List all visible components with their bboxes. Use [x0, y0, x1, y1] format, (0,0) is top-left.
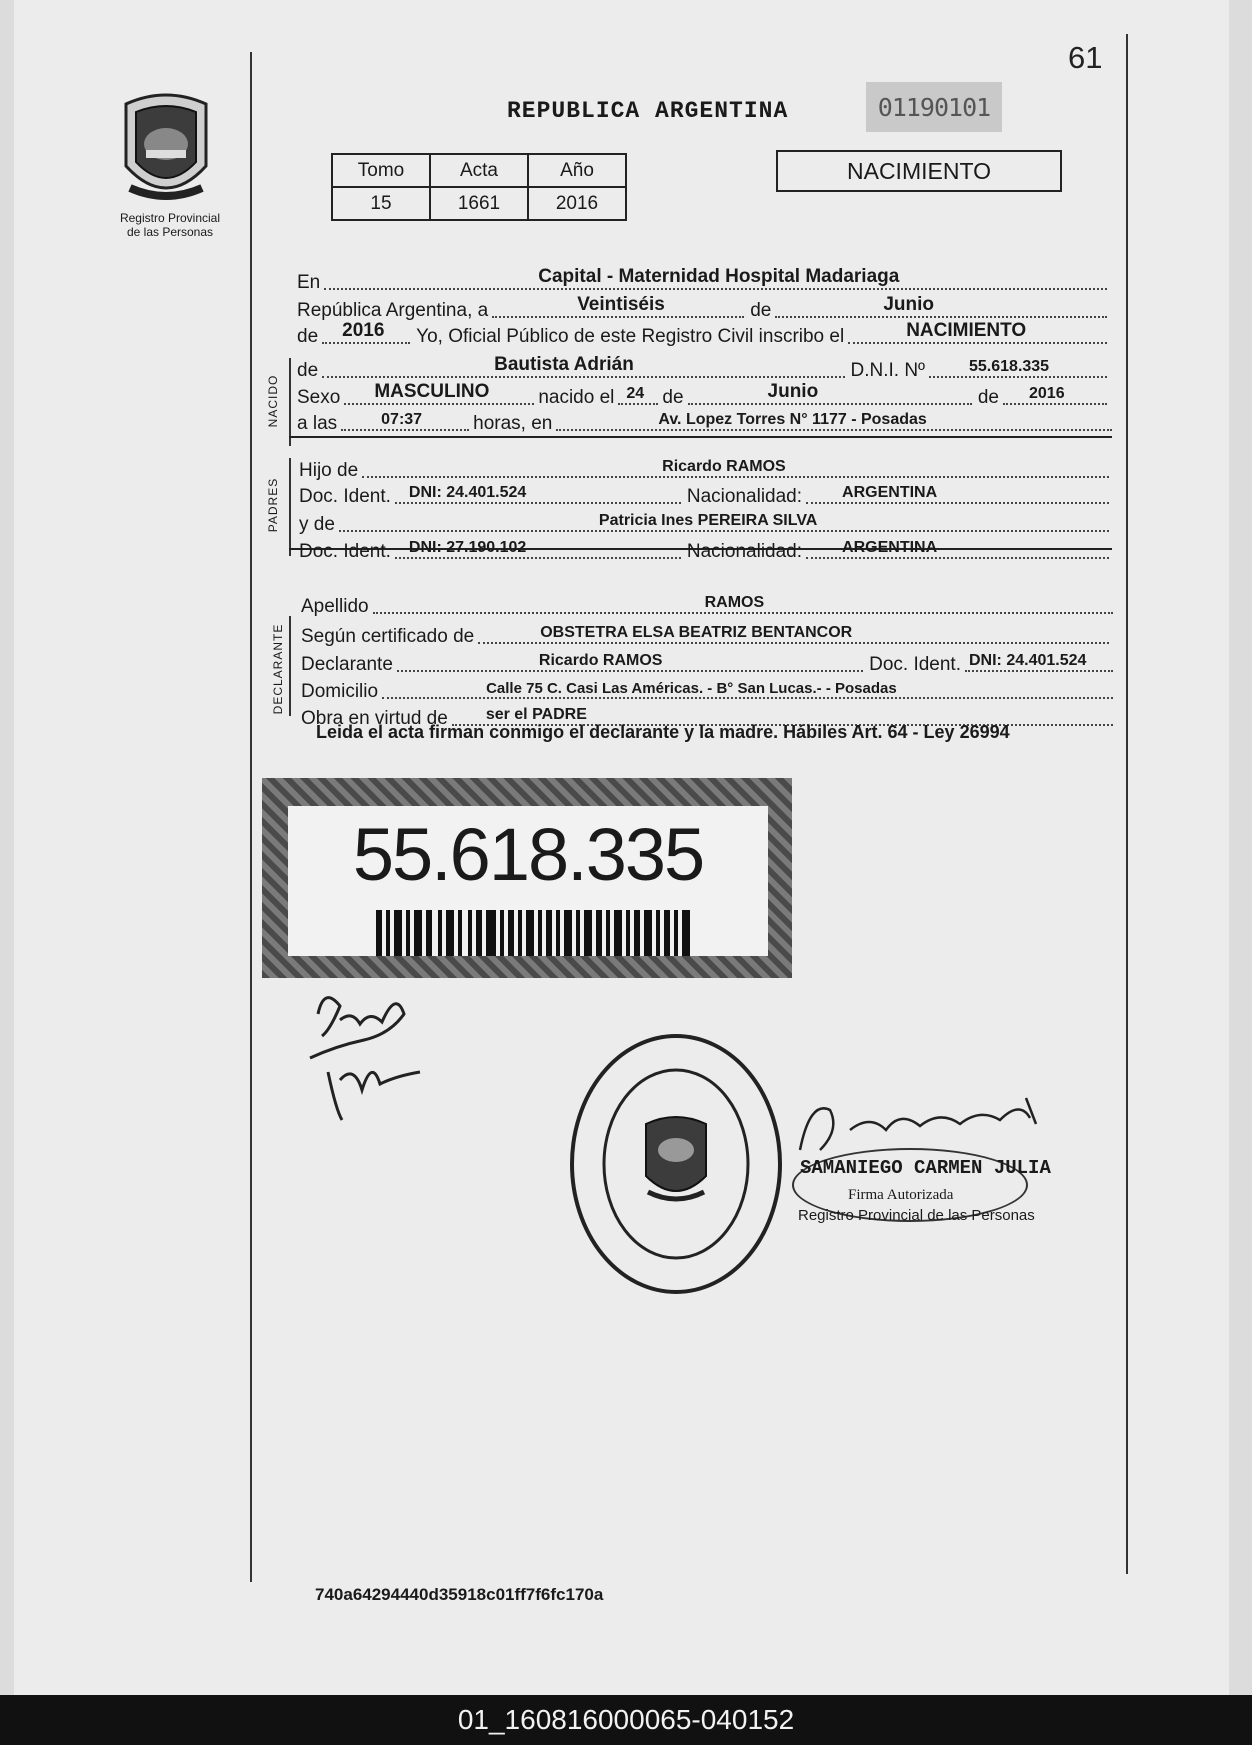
- label-y-de: y de: [299, 514, 335, 535]
- value-obra: ser el PADRE: [485, 706, 587, 723]
- line-anio-acto: [297, 322, 1107, 348]
- registry-caption-line-2: de las Personas: [126, 225, 214, 239]
- fill-dia: [492, 296, 744, 318]
- security-sticker: [262, 778, 792, 978]
- fill-nombre: [322, 356, 844, 378]
- line-en: [297, 268, 1107, 294]
- line-declarante: [301, 650, 1113, 676]
- value-anio: 2016: [342, 320, 385, 341]
- value-madre: Patricia Ines PEREIRA SILVA: [598, 512, 818, 529]
- fill-madre-doc: [395, 537, 681, 559]
- value-declarante-doc: DNI: 24.401.524: [969, 652, 1087, 669]
- fill-declarante-doc: [965, 650, 1113, 672]
- line-domicilio: [301, 677, 1113, 703]
- value-padre-nac: ARGENTINA: [842, 484, 938, 501]
- value-madre-doc: DNI: 27.190.102: [408, 539, 527, 556]
- value-hora: 07:37: [381, 411, 423, 428]
- fill-apellido: [373, 592, 1113, 614]
- reference-table-header: [332, 154, 626, 187]
- label-dni: D.N.I. Nº: [850, 360, 925, 381]
- misiones-crest-logo: [112, 92, 220, 210]
- fill-padre: [362, 456, 1109, 478]
- value-dni: 55.618.335: [969, 358, 1050, 375]
- line-y-de: [299, 510, 1109, 536]
- value-lugar-nac: Av. Lopez Torres N° 1177 - Posadas: [658, 411, 927, 428]
- line-madre-doc: [299, 537, 1109, 563]
- scan-footer-code: 01_160816000065-040152: [0, 1695, 1252, 1745]
- header-tomo: Tomo: [332, 154, 430, 187]
- value-dia-nac: 24: [626, 385, 645, 402]
- padres-section-line: [289, 458, 291, 556]
- value-acto: NACIMIENTO: [906, 320, 1027, 341]
- fill-mes-nac: [688, 383, 972, 405]
- value-anio-nac: 2016: [1029, 385, 1065, 402]
- fill-certificado: [478, 622, 1109, 644]
- fill-en: [324, 268, 1107, 290]
- fill-sexo: [344, 383, 534, 405]
- header-acta: Acta: [430, 154, 528, 187]
- label-nacionalidad-1: Nacionalidad:: [686, 486, 803, 507]
- registry-caption: [100, 211, 240, 239]
- line-nombre: [297, 356, 1107, 382]
- fill-padre-doc: [395, 482, 681, 504]
- nacido-section-line: [289, 358, 291, 446]
- right-margin-line: [1126, 34, 1128, 1574]
- declarante-section-line: [289, 616, 291, 716]
- signer-name: SAMANIEGO CARMEN JULIA: [800, 1157, 1051, 1179]
- label-en: En: [297, 272, 321, 293]
- sticker-label: [288, 806, 768, 956]
- value-acta: 1661: [430, 187, 528, 220]
- label-sexo: Sexo: [297, 387, 341, 408]
- value-madre-nac: ARGENTINA: [842, 539, 938, 556]
- value-apellido: RAMOS: [704, 594, 765, 611]
- value-mes: Junio: [883, 294, 934, 315]
- label-a-las: a las: [297, 413, 338, 434]
- label-yo: Yo, Oficial Público de este Registro Civil inscribo el: [416, 326, 845, 347]
- fill-declarante: [397, 650, 863, 672]
- line-hora: [297, 409, 1112, 435]
- fill-madre-nac: [806, 537, 1109, 559]
- header-anio: Año: [528, 154, 626, 187]
- document-hash: 740a64294440d35918c01ff7f6fc170a: [315, 1585, 604, 1604]
- label-obra: Obra en virtud de: [301, 708, 448, 729]
- value-padre: Ricardo RAMOS: [662, 458, 786, 475]
- label-de-year2: de: [977, 387, 999, 408]
- value-nombre: Bautista Adrián: [494, 354, 634, 375]
- line-certificado: [301, 622, 1109, 648]
- value-declarante: Ricardo RAMOS: [538, 652, 663, 669]
- label-domicilio: Domicilio: [301, 681, 379, 702]
- label-de-name: de: [297, 360, 319, 381]
- label-de-month: de: [662, 387, 684, 408]
- section-label-padres: PADRES: [266, 477, 280, 533]
- sticker-barcode: [376, 910, 692, 956]
- line-padre-doc: [299, 482, 1109, 508]
- fill-mes: [775, 296, 1107, 318]
- label-apellido: Apellido: [301, 596, 369, 617]
- fill-lugar-nac: [556, 409, 1112, 431]
- label-de-year: de: [297, 326, 319, 347]
- label-segun-certificado: Según certificado de: [301, 626, 475, 647]
- value-dia-texto: Veintiséis: [577, 294, 665, 315]
- document-title: REPUBLICA ARGENTINA: [507, 98, 789, 124]
- value-lugar: Capital - Maternidad Hospital Madariaga: [538, 266, 900, 287]
- fill-domicilio: [382, 677, 1113, 699]
- label-declarante: Declarante: [301, 654, 393, 675]
- official-seal-stamp: [566, 1030, 786, 1298]
- section-label-declarante: DECLARANTE: [271, 623, 285, 715]
- fill-dni: [929, 356, 1107, 378]
- value-certificado: OBSTETRA ELSA BEATRIZ BENTANCOR: [540, 624, 853, 641]
- label-republica: República Argentina, a: [297, 300, 489, 321]
- value-domicilio: Calle 75 C. Casi Las Américas. - B° San Lucas.- - Posadas: [486, 680, 897, 697]
- label-nacionalidad-2: Nacionalidad:: [686, 541, 803, 562]
- label-de: de: [750, 300, 772, 321]
- fill-hora: [341, 409, 469, 431]
- label-horas-en: horas, en: [473, 413, 553, 434]
- line-sexo: [297, 383, 1107, 409]
- page-number: 61: [1068, 40, 1103, 75]
- fill-anio: [322, 322, 410, 344]
- label-hijo-de: Hijo de: [299, 460, 359, 481]
- label-doc-ident-1: Doc. Ident.: [299, 486, 391, 507]
- label-nacido-el: nacido el: [538, 387, 615, 408]
- fill-dia-nac: [618, 383, 658, 405]
- line-republica: [297, 296, 1107, 322]
- value-padre-doc: DNI: 24.401.524: [408, 484, 527, 501]
- record-type-box: NACIMIENTO: [776, 150, 1062, 192]
- reference-table: [331, 153, 627, 221]
- nacido-divider: [289, 436, 1112, 438]
- fill-madre: [339, 510, 1109, 532]
- value-mes-nac: Junio: [767, 381, 819, 402]
- line-hijo-de: [299, 456, 1109, 482]
- fill-anio-nac: [1003, 383, 1107, 405]
- section-label-nacido: NACIDO: [266, 374, 280, 428]
- left-margin-line: [250, 52, 252, 1582]
- value-sexo: MASCULINO: [374, 381, 490, 402]
- registry-caption-line-1: Registro Provincial: [119, 211, 221, 225]
- declarant-signature: [300, 980, 430, 1130]
- sticker-dni-number: 55.618.335: [352, 813, 704, 896]
- value-anio: 2016: [528, 187, 626, 220]
- fill-acto: [848, 322, 1107, 344]
- line-apellido: [301, 592, 1113, 618]
- closing-statement: Leida el acta firman conmigo el declarante y la madre. Hábiles Art. 64 - Ley 26994: [316, 722, 1010, 742]
- reference-table-values: [332, 187, 626, 220]
- fill-padre-nac: [806, 482, 1109, 504]
- serial-number-stamp: 01190101: [866, 82, 1002, 132]
- label-doc-ident-2: Doc. Ident.: [299, 541, 391, 562]
- signer-registry: Registro Provincial de las Personas: [798, 1207, 1035, 1224]
- label-doc-ident-3: Doc. Ident.: [869, 654, 961, 675]
- signer-title: Firma Autorizada: [848, 1187, 954, 1203]
- value-tomo: 15: [332, 187, 430, 220]
